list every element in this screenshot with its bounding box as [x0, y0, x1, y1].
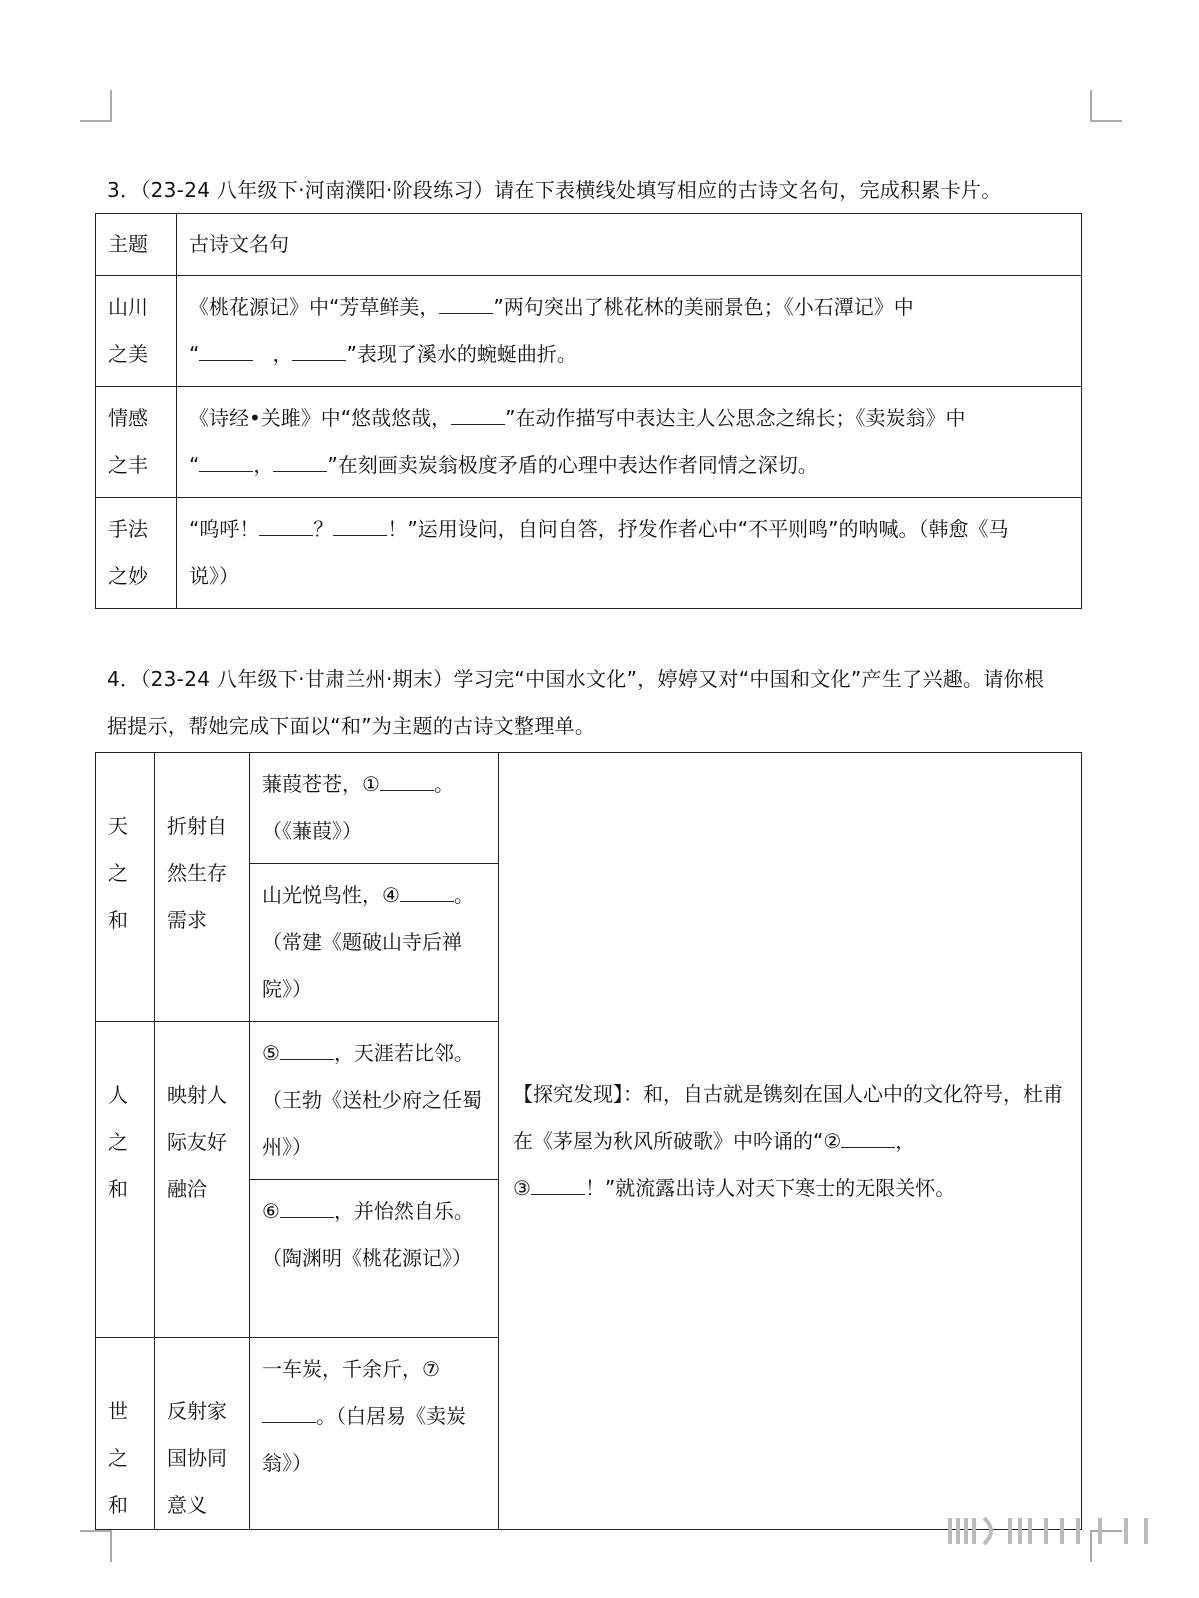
answer-blank[interactable] — [199, 340, 253, 361]
table-row — [96, 276, 1082, 387]
answer-blank[interactable] — [273, 451, 327, 472]
topic-line: 之妙 — [108, 564, 148, 588]
prompt-line: 4．（23-24 八年级下·甘肃兰州·期末）学习完“中国水文化”，婷婷又对“中国和文化”产生了兴趣。请你根 — [107, 667, 1045, 691]
table-header-row — [96, 214, 1082, 276]
accumulation-card-table — [95, 213, 1082, 609]
answer-blank[interactable] — [333, 515, 387, 536]
answer-blank[interactable] — [292, 340, 346, 361]
table-row — [96, 387, 1082, 498]
group-topic: 天 之 和 — [96, 753, 155, 1022]
crop-mark-top-right — [1090, 90, 1122, 122]
crop-mark-top-left — [80, 90, 112, 122]
crop-mark-bottom-left — [80, 1530, 112, 1562]
answer-blank[interactable] — [439, 293, 493, 314]
answer-blank[interactable] — [841, 1127, 895, 1148]
verse-cell: 一车炭，千余斤，⑦。（白居易《卖炭翁》） — [250, 1338, 499, 1530]
page-indicator-icon — [948, 1516, 1160, 1546]
header-verses: 古诗文名句 — [177, 214, 1082, 276]
verse-line: “呜呼！ ？ ！”运用设问，自问自答，抒发作者心中“不平则鸣”的呐喊。（韩愈《马 — [189, 517, 1009, 541]
verse-line: 说》） — [189, 564, 239, 588]
answer-blank[interactable] — [400, 881, 454, 902]
header-topic: 主题 — [96, 214, 177, 276]
answer-blank[interactable] — [380, 770, 434, 791]
verse-cell: ⑥ ，并怡然自乐。（陶渊明《桃花源记》） — [250, 1180, 499, 1338]
group-reflection: 映射人 际友好 融洽 — [155, 1022, 250, 1338]
topic-line: 之美 — [108, 342, 148, 366]
row-verse-cell — [177, 387, 1082, 498]
verse-line: “ ， ”在刻画卖炭翁极度矛盾的心理中表达作者同情之深切。 — [189, 453, 818, 477]
question-4-prompt — [107, 656, 1082, 750]
verse-cell: ⑤ ，天涯若比邻。（王勃《送杜少府之任蜀州》） — [250, 1022, 499, 1180]
row-topic — [96, 276, 177, 387]
topic-line: 手法 — [108, 517, 148, 541]
answer-blank[interactable] — [199, 451, 253, 472]
discovery-cell: 【探究发现】：和，自古就是镌刻在国人心中的文化符号，杜甫在《茅屋为秋风所破歌》中吟诵的“② ， ③ ！”就流露出诗人对天下寒士的无限关怀。 — [499, 753, 1082, 1530]
verse-cell: 山光悦鸟性，④ 。 （常建《题破山寺后禅院》） — [250, 864, 499, 1022]
group-topic: 世 之 和 — [96, 1338, 155, 1530]
topic-line: 之丰 — [108, 453, 148, 477]
harmony-theme-table — [95, 752, 1082, 1530]
answer-blank[interactable] — [531, 1174, 585, 1195]
group-reflection: 反射家 国协同 意义 — [155, 1338, 250, 1530]
verse-line: “ ， ”表现了溪水的蜿蜒曲折。 — [189, 342, 577, 366]
verse-line: 《诗经•关雎》中“悠哉悠哉， ”在动作描写中表达主人公思念之绵长；《卖炭翁》中 — [189, 406, 966, 430]
row-topic — [96, 498, 177, 609]
table-row — [96, 498, 1082, 609]
group-reflection: 折射自 然生存 需求 — [155, 753, 250, 1022]
group-topic: 人 之 和 — [96, 1022, 155, 1338]
answer-blank[interactable] — [262, 1402, 316, 1423]
row-verse-cell — [177, 276, 1082, 387]
verse-line: 《桃花源记》中“芳草鲜美， ”两句突出了桃花林的美丽景色；《小石潭记》中 — [189, 295, 914, 319]
table-row — [96, 753, 1082, 864]
topic-line: 情感 — [108, 406, 148, 430]
topic-line: 山川 — [108, 295, 148, 319]
answer-blank[interactable] — [259, 515, 313, 536]
verse-cell: 蒹葭苍苍，① 。 （《蒹葭》） — [250, 753, 499, 864]
question-3-prompt: 3．（23-24 八年级下·河南濮阳·阶段练习）请在下表横线处填写相应的古诗文名句，完成积累卡片。 — [107, 178, 1002, 202]
row-verse-cell — [177, 498, 1082, 609]
prompt-line: 据提示，帮她完成下面以“和”为主题的古诗文整理单。 — [107, 714, 596, 738]
answer-blank[interactable] — [451, 404, 505, 425]
row-topic — [96, 387, 177, 498]
answer-blank[interactable] — [280, 1197, 334, 1218]
answer-blank[interactable] — [280, 1039, 334, 1060]
